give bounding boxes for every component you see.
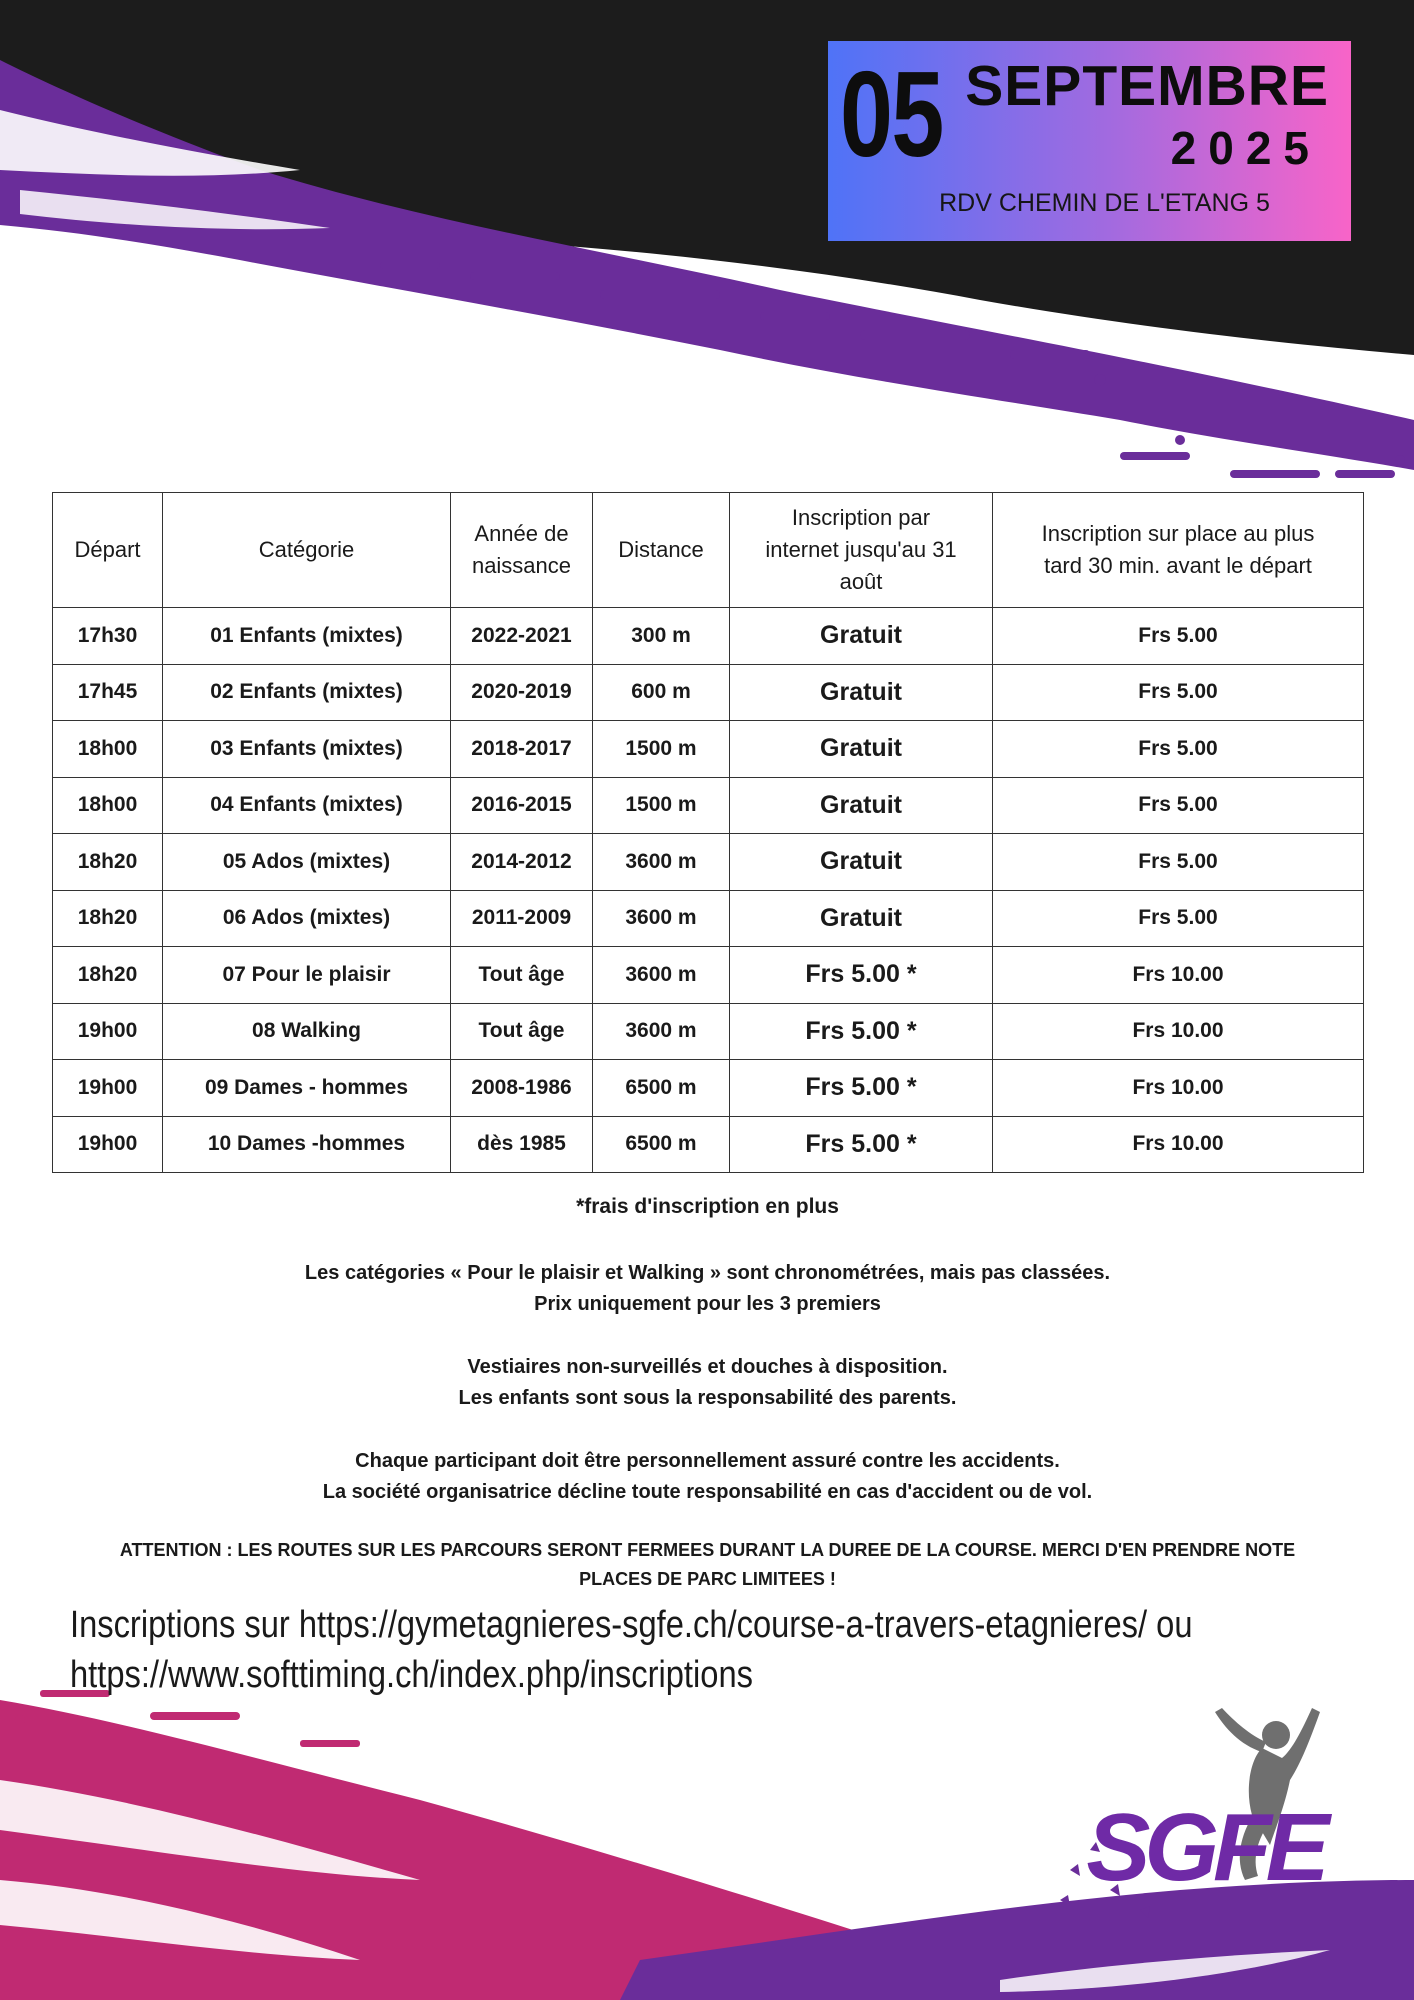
cell-depart: 18h00	[53, 721, 163, 778]
cell-depart: 19h00	[53, 1116, 163, 1173]
cell-depart: 18h20	[53, 834, 163, 891]
cell-depart: 19h00	[53, 1003, 163, 1060]
cell-categorie: 10 Dames -hommes	[163, 1116, 451, 1173]
header-sur-place: Inscription sur place au plus tard 30 min. avant le départ	[993, 493, 1364, 608]
cell-internet: Gratuit	[730, 608, 993, 665]
cell-categorie: 08 Walking	[163, 1003, 451, 1060]
cell-internet: Gratuit	[730, 721, 993, 778]
cell-internet: Gratuit	[730, 777, 993, 834]
cell-internet: Frs 5.00 *	[730, 1060, 993, 1117]
sgfe-logo: SGFE	[1086, 1794, 1324, 1901]
table-row	[53, 608, 1364, 665]
header-distance: Distance	[593, 493, 730, 608]
cell-internet: Frs 5.00 *	[730, 947, 993, 1004]
cell-annee: 2020-2019	[451, 664, 593, 721]
header-annee: Année de naissance	[451, 493, 593, 608]
cell-categorie: 02 Enfants (mixtes)	[163, 664, 451, 721]
header-categorie: Catégorie	[163, 493, 451, 608]
table-row	[53, 664, 1364, 721]
cell-internet: Gratuit	[730, 834, 993, 891]
cell-categorie: 06 Ados (mixtes)	[163, 890, 451, 947]
cell-sur-place: Frs 10.00	[993, 1060, 1364, 1117]
note-line: Vestiaires non-surveillés et douches à disposition.	[467, 1356, 948, 1378]
cell-sur-place: Frs 10.00	[993, 1116, 1364, 1173]
cell-internet: Frs 5.00 *	[730, 1003, 993, 1060]
cell-distance: 3600 m	[593, 947, 730, 1004]
cell-annee: 2014-2012	[451, 834, 593, 891]
event-date-banner	[828, 41, 1351, 241]
table-row	[53, 947, 1364, 1004]
cell-distance: 300 m	[593, 608, 730, 665]
cell-sur-place: Frs 10.00	[993, 947, 1364, 1004]
cell-distance: 6500 m	[593, 1060, 730, 1117]
fee-note: *frais d'inscription en plus	[576, 1195, 839, 1218]
cell-internet: Gratuit	[730, 890, 993, 947]
cell-sur-place: Frs 5.00	[993, 664, 1364, 721]
table-header-row	[53, 493, 1364, 608]
cell-annee: 2018-2017	[451, 721, 593, 778]
cell-categorie: 04 Enfants (mixtes)	[163, 777, 451, 834]
event-month: SEPTEMBRE	[965, 54, 1329, 118]
cell-annee: 2022-2021	[451, 608, 593, 665]
cell-depart: 19h00	[53, 1060, 163, 1117]
cell-internet: Gratuit	[730, 664, 993, 721]
cell-sur-place: Frs 5.00	[993, 608, 1364, 665]
cell-distance: 3600 m	[593, 1003, 730, 1060]
registration-link-line[interactable]: https://www.softtiming.ch/index.php/inscriptions	[70, 1654, 753, 1696]
cell-sur-place: Frs 5.00	[993, 721, 1364, 778]
cell-distance: 3600 m	[593, 834, 730, 891]
race-notes	[52, 1188, 1363, 1508]
note-line: Prix uniquement pour les 3 premiers	[534, 1293, 881, 1315]
cell-annee: Tout âge	[451, 947, 593, 1004]
cell-distance: 1500 m	[593, 777, 730, 834]
cell-sur-place: Frs 10.00	[993, 1003, 1364, 1060]
note-line: Les enfants sont sous la responsabilité des parents.	[458, 1387, 957, 1409]
cell-distance: 1500 m	[593, 721, 730, 778]
table-row	[53, 1116, 1364, 1173]
note-line: Les catégories « Pour le plaisir et Walking » sont chronométrées, mais pas classées.	[304, 1262, 1111, 1284]
registration-link-line[interactable]: Inscriptions sur https://gymetagnieres-sgfe.ch/course-a-travers-etagnieres/ ou	[70, 1604, 1193, 1646]
cell-annee: 2008-1986	[451, 1060, 593, 1117]
event-year: 2025	[1170, 122, 1321, 174]
cell-annee: 2016-2015	[451, 777, 593, 834]
cell-categorie: 07 Pour le plaisir	[163, 947, 451, 1004]
cell-sur-place: Frs 5.00	[993, 834, 1364, 891]
cell-depart: 18h20	[53, 890, 163, 947]
cell-internet: Frs 5.00 *	[730, 1116, 993, 1173]
cell-sur-place: Frs 5.00	[993, 890, 1364, 947]
cell-depart: 17h30	[53, 608, 163, 665]
race-schedule-table	[52, 492, 1364, 1173]
cell-annee: dès 1985	[451, 1116, 593, 1173]
cell-depart: 18h20	[53, 947, 163, 1004]
table-row	[53, 890, 1364, 947]
cell-distance: 6500 m	[593, 1116, 730, 1173]
note-line: La société organisatrice décline toute responsabilité en cas d'accident ou de vol.	[322, 1481, 1093, 1503]
cell-categorie: 03 Enfants (mixtes)	[163, 721, 451, 778]
cell-categorie: 09 Dames - hommes	[163, 1060, 451, 1117]
table-row	[53, 1060, 1364, 1117]
header-internet: Inscription par internet jusqu'au 31 août	[730, 493, 993, 608]
cell-categorie: 01 Enfants (mixtes)	[163, 608, 451, 665]
header-depart: Départ	[53, 493, 163, 608]
cell-depart: 18h00	[53, 777, 163, 834]
table-row	[53, 834, 1364, 891]
attention-notice: ATTENTION : LES ROUTES SUR LES PARCOURS SERONT FERMEES DURANT LA DUREE DE LA COURSE. MERCI D'EN PRENDRE NOTE PLACES DE PARC LIMITEES !	[119, 1540, 1296, 1589]
cell-annee: Tout âge	[451, 1003, 593, 1060]
cell-annee: 2011-2009	[451, 890, 593, 947]
table-row	[53, 721, 1364, 778]
cell-distance: 3600 m	[593, 890, 730, 947]
registration-links	[70, 1600, 1370, 1700]
event-day: 05	[840, 46, 943, 182]
cell-distance: 600 m	[593, 664, 730, 721]
cell-sur-place: Frs 5.00	[993, 777, 1364, 834]
cell-depart: 17h45	[53, 664, 163, 721]
cell-categorie: 05 Ados (mixtes)	[163, 834, 451, 891]
table-row	[53, 777, 1364, 834]
note-line: Chaque participant doit être personnellement assuré contre les accidents.	[355, 1450, 1060, 1472]
meeting-point: RDV CHEMIN DE L'ETANG 5	[939, 189, 1270, 217]
table-row	[53, 1003, 1364, 1060]
